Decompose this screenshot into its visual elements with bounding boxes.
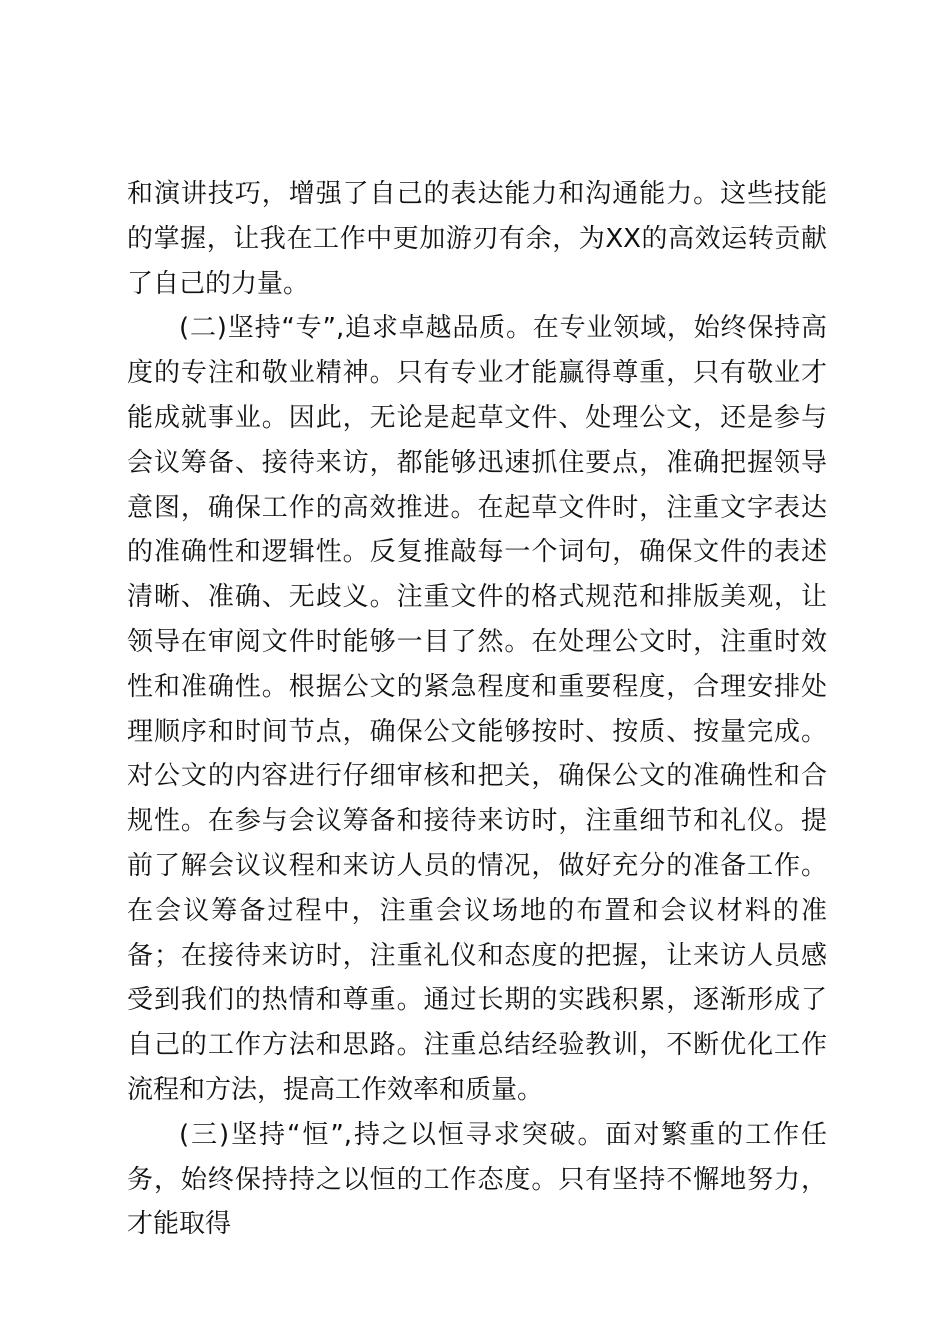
paragraph-continuation: 和演讲技巧，增强了自己的表达能力和沟通能力。这些技能的掌握，让我在工作中更加游刃有余，为XX的高效运转贡献了自己的力量。	[127, 179, 827, 299]
paragraph-section-three: (三)坚持“恒”,持之以恒寻求突破。面对繁重的工作任务，始终保持持之以恒的工作态度。只有坚持不懈地努力，才能取得	[127, 1119, 827, 1240]
paragraph-section-two: (二)坚持“专”,追求卓越品质。在专业领域，始终保持高度的专注和敬业精神。只有专业才能赢得尊重，只有敬业才能成就事业。因此，无论是起草文件、处理公文，还是参与会议筹备、接待来访，都能够迅速抓住要点，准确把握领导意图，确保工作的高效推进。在起草文件时，注重文字表达的准确性和逻辑性。反复推敲每一个词句，确保文件的表述清晰、准确、无歧义。注重文件的格式规范和排版美观，让领导在审阅文件时能够一目了然。在处理公文时，注重时效性和准确性。根据公文的紧急程度和重要程度，合理安排处理顺序和时间节点，确保公文能够按时、按质、按量完成。对公文的内容进行仔细审核和把关，确保公文的准确性和合规性。在参与会议筹备和接待来访时，注重细节和礼仪。提前了解会议议程和来访人员的情况，做好充分的准备工作。在会议筹备过程中，注重会议场地的布置和会议材料的准备；在接待来访时，注重礼仪和态度的把握，让来访人员感受到我们的热情和尊重。通过长期的实践积累，逐渐形成了自己的工作方法和思路。注重总结经验教训，不断优化工作流程和方法，提高工作效率和质量。	[127, 313, 827, 1105]
body-text	[127, 172, 827, 1247]
